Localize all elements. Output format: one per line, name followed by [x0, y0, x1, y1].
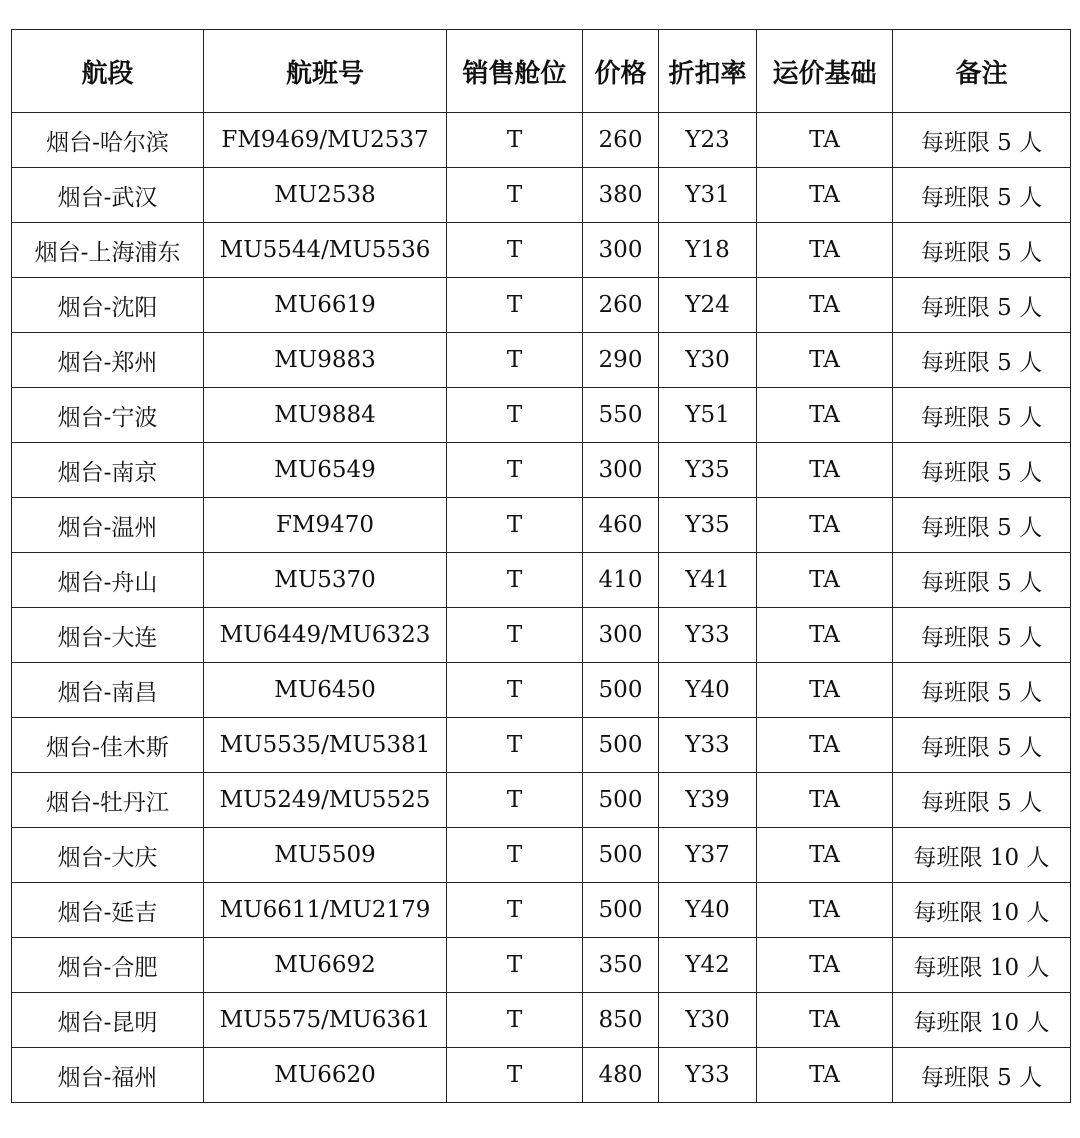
route-cell: 烟台-福州	[12, 1048, 204, 1103]
flight-number-cell: FM9470	[204, 498, 447, 553]
fare-basis-cell: TA	[757, 498, 893, 553]
discount-rate-cell: Y41	[659, 553, 757, 608]
fare-basis-cell: TA	[757, 443, 893, 498]
remarks-cell: 每班限 5 人	[893, 1048, 1071, 1103]
discount-rate-cell: Y18	[659, 223, 757, 278]
remarks-cell: 每班限 5 人	[893, 278, 1071, 333]
price-cell: 460	[583, 498, 659, 553]
fare-basis-cell: TA	[757, 938, 893, 993]
table-row	[12, 938, 1071, 993]
discount-rate-cell: Y24	[659, 278, 757, 333]
flight-number-cell: MU5575/MU6361	[204, 993, 447, 1048]
discount-rate-cell: Y33	[659, 1048, 757, 1103]
booking-class-cell: T	[447, 113, 583, 168]
fare-basis-cell: TA	[757, 608, 893, 663]
fare-basis-cell: TA	[757, 553, 893, 608]
price-cell: 500	[583, 883, 659, 938]
price-cell: 350	[583, 938, 659, 993]
table-row	[12, 883, 1071, 938]
fare-basis-cell: TA	[757, 168, 893, 223]
remarks-cell: 每班限 5 人	[893, 223, 1071, 278]
booking-class-cell: T	[447, 278, 583, 333]
price-cell: 380	[583, 168, 659, 223]
booking-class-cell: T	[447, 333, 583, 388]
remarks-cell: 每班限 5 人	[893, 608, 1071, 663]
flight-number-cell: MU5544/MU5536	[204, 223, 447, 278]
flight-number-cell: MU6611/MU2179	[204, 883, 447, 938]
price-cell: 290	[583, 333, 659, 388]
booking-class-cell: T	[447, 938, 583, 993]
price-cell: 850	[583, 993, 659, 1048]
remarks-cell: 每班限 10 人	[893, 938, 1071, 993]
route-cell: 烟台-哈尔滨	[12, 113, 204, 168]
table-row	[12, 443, 1071, 498]
header-remarks: 备注	[893, 30, 1071, 113]
booking-class-cell: T	[447, 773, 583, 828]
fare-basis-cell: TA	[757, 388, 893, 443]
flight-number-cell: MU6620	[204, 1048, 447, 1103]
flight-number-cell: MU5249/MU5525	[204, 773, 447, 828]
remarks-cell: 每班限 5 人	[893, 498, 1071, 553]
price-cell: 500	[583, 773, 659, 828]
discount-rate-cell: Y51	[659, 388, 757, 443]
discount-rate-cell: Y40	[659, 883, 757, 938]
route-cell: 烟台-上海浦东	[12, 223, 204, 278]
remarks-cell: 每班限 5 人	[893, 113, 1071, 168]
flight-number-cell: MU6692	[204, 938, 447, 993]
flight-number-cell: MU5370	[204, 553, 447, 608]
booking-class-cell: T	[447, 883, 583, 938]
table-row	[12, 1048, 1071, 1103]
discount-rate-cell: Y40	[659, 663, 757, 718]
booking-class-cell: T	[447, 223, 583, 278]
price-cell: 300	[583, 443, 659, 498]
fare-basis-cell: TA	[757, 718, 893, 773]
route-cell: 烟台-昆明	[12, 993, 204, 1048]
table-row	[12, 608, 1071, 663]
flight-number-cell: MU6549	[204, 443, 447, 498]
booking-class-cell: T	[447, 498, 583, 553]
route-cell: 烟台-温州	[12, 498, 204, 553]
price-cell: 480	[583, 1048, 659, 1103]
booking-class-cell: T	[447, 828, 583, 883]
table-row	[12, 168, 1071, 223]
table-body	[12, 113, 1071, 1103]
table-row	[12, 828, 1071, 883]
flight-number-cell: MU6450	[204, 663, 447, 718]
price-cell: 550	[583, 388, 659, 443]
remarks-cell: 每班限 5 人	[893, 443, 1071, 498]
remarks-cell: 每班限 5 人	[893, 663, 1071, 718]
discount-rate-cell: Y33	[659, 608, 757, 663]
booking-class-cell: T	[447, 718, 583, 773]
remarks-cell: 每班限 5 人	[893, 388, 1071, 443]
route-cell: 烟台-佳木斯	[12, 718, 204, 773]
price-cell: 300	[583, 223, 659, 278]
discount-rate-cell: Y42	[659, 938, 757, 993]
route-cell: 烟台-牡丹江	[12, 773, 204, 828]
header-price: 价格	[583, 30, 659, 113]
remarks-cell: 每班限 5 人	[893, 333, 1071, 388]
table-row	[12, 498, 1071, 553]
price-cell: 500	[583, 663, 659, 718]
discount-rate-cell: Y33	[659, 718, 757, 773]
price-cell: 500	[583, 828, 659, 883]
flight-number-cell: FM9469/MU2537	[204, 113, 447, 168]
fare-basis-cell: TA	[757, 333, 893, 388]
fare-basis-cell: TA	[757, 113, 893, 168]
remarks-cell: 每班限 10 人	[893, 828, 1071, 883]
discount-rate-cell: Y23	[659, 113, 757, 168]
discount-rate-cell: Y30	[659, 333, 757, 388]
price-cell: 410	[583, 553, 659, 608]
route-cell: 烟台-延吉	[12, 883, 204, 938]
table-header	[12, 30, 1071, 113]
booking-class-cell: T	[447, 388, 583, 443]
header-route: 航段	[12, 30, 204, 113]
discount-rate-cell: Y35	[659, 443, 757, 498]
discount-rate-cell: Y35	[659, 498, 757, 553]
header-flight-number: 航班号	[204, 30, 447, 113]
route-cell: 烟台-武汉	[12, 168, 204, 223]
flight-number-cell: MU9883	[204, 333, 447, 388]
remarks-cell: 每班限 5 人	[893, 718, 1071, 773]
discount-rate-cell: Y30	[659, 993, 757, 1048]
booking-class-cell: T	[447, 168, 583, 223]
route-cell: 烟台-南京	[12, 443, 204, 498]
discount-rate-cell: Y31	[659, 168, 757, 223]
booking-class-cell: T	[447, 443, 583, 498]
table-row	[12, 663, 1071, 718]
booking-class-cell: T	[447, 663, 583, 718]
booking-class-cell: T	[447, 608, 583, 663]
fare-basis-cell: TA	[757, 828, 893, 883]
flight-number-cell: MU6619	[204, 278, 447, 333]
header-discount-rate: 折扣率	[659, 30, 757, 113]
route-cell: 烟台-大连	[12, 608, 204, 663]
remarks-cell: 每班限 10 人	[893, 883, 1071, 938]
table-row	[12, 773, 1071, 828]
remarks-cell: 每班限 5 人	[893, 773, 1071, 828]
flight-number-cell: MU9884	[204, 388, 447, 443]
flight-number-cell: MU2538	[204, 168, 447, 223]
fare-basis-cell: TA	[757, 278, 893, 333]
price-cell: 260	[583, 278, 659, 333]
route-cell: 烟台-舟山	[12, 553, 204, 608]
fare-basis-cell: TA	[757, 993, 893, 1048]
route-cell: 烟台-宁波	[12, 388, 204, 443]
fare-basis-cell: TA	[757, 223, 893, 278]
fare-basis-cell: TA	[757, 883, 893, 938]
fare-table	[11, 29, 1071, 1103]
booking-class-cell: T	[447, 553, 583, 608]
route-cell: 烟台-合肥	[12, 938, 204, 993]
flight-number-cell: MU5509	[204, 828, 447, 883]
header-row	[12, 30, 1071, 113]
fare-basis-cell: TA	[757, 1048, 893, 1103]
price-cell: 260	[583, 113, 659, 168]
price-cell: 500	[583, 718, 659, 773]
fare-basis-cell: TA	[757, 773, 893, 828]
remarks-cell: 每班限 5 人	[893, 553, 1071, 608]
table-row	[12, 388, 1071, 443]
fare-basis-cell: TA	[757, 663, 893, 718]
table-row	[12, 553, 1071, 608]
discount-rate-cell: Y39	[659, 773, 757, 828]
flight-number-cell: MU5535/MU5381	[204, 718, 447, 773]
route-cell: 烟台-沈阳	[12, 278, 204, 333]
route-cell: 烟台-郑州	[12, 333, 204, 388]
table-row	[12, 718, 1071, 773]
table-row	[12, 993, 1071, 1048]
booking-class-cell: T	[447, 1048, 583, 1103]
remarks-cell: 每班限 5 人	[893, 168, 1071, 223]
discount-rate-cell: Y37	[659, 828, 757, 883]
table-row	[12, 278, 1071, 333]
route-cell: 烟台-大庆	[12, 828, 204, 883]
booking-class-cell: T	[447, 993, 583, 1048]
header-fare-basis: 运价基础	[757, 30, 893, 113]
flight-number-cell: MU6449/MU6323	[204, 608, 447, 663]
remarks-cell: 每班限 10 人	[893, 993, 1071, 1048]
table-row	[12, 113, 1071, 168]
table-row	[12, 223, 1071, 278]
route-cell: 烟台-南昌	[12, 663, 204, 718]
header-booking-class: 销售舱位	[447, 30, 583, 113]
price-cell: 300	[583, 608, 659, 663]
table-row	[12, 333, 1071, 388]
